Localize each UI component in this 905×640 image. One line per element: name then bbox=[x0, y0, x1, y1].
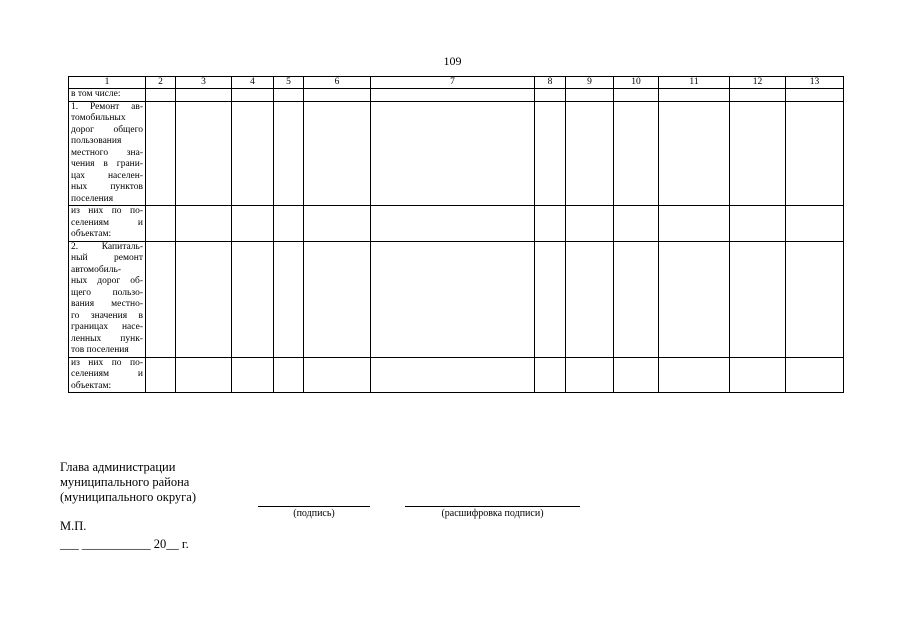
table-cell bbox=[730, 101, 786, 206]
table-cell bbox=[659, 101, 730, 206]
column-header: 8 bbox=[535, 77, 566, 89]
table-cell bbox=[371, 101, 535, 206]
row-label-line: объектам: bbox=[71, 229, 112, 239]
decoding-line bbox=[405, 506, 580, 507]
table-cell bbox=[232, 101, 274, 206]
table-cell bbox=[371, 89, 535, 102]
signature-line bbox=[258, 506, 370, 507]
row-label-line: селениям и bbox=[71, 217, 143, 228]
table-cell bbox=[535, 206, 566, 242]
table-cell bbox=[535, 101, 566, 206]
row-label-line: местного зна- bbox=[71, 147, 143, 158]
column-header: 7 bbox=[371, 77, 535, 89]
row-label bbox=[69, 206, 146, 242]
row-label-line: цах населен- bbox=[71, 170, 143, 181]
row-label-line: пользования bbox=[71, 136, 122, 146]
table-cell bbox=[371, 357, 535, 393]
table-cell bbox=[232, 206, 274, 242]
table-cell bbox=[146, 357, 176, 393]
table-cell bbox=[614, 241, 659, 357]
table-cell bbox=[566, 241, 614, 357]
row-label-line: ный ремонт bbox=[71, 253, 143, 263]
table-cell bbox=[659, 206, 730, 242]
table-cell bbox=[730, 241, 786, 357]
row-label bbox=[69, 357, 146, 393]
column-header: 11 bbox=[659, 77, 730, 89]
head-title bbox=[60, 460, 196, 505]
column-header: 13 bbox=[786, 77, 844, 89]
row-label-line: объектам: bbox=[71, 380, 112, 391]
table-cell bbox=[786, 101, 844, 206]
row-label-line: из них по по- bbox=[71, 357, 143, 368]
stamp-label: М.П. bbox=[60, 519, 87, 533]
table-cell bbox=[535, 357, 566, 393]
table-row bbox=[69, 357, 844, 393]
row-label-line: ных дорог об- bbox=[71, 276, 143, 286]
row-label-line: 2. Капиталь- bbox=[71, 241, 143, 252]
row-label-line: автомобиль- bbox=[71, 264, 121, 275]
table-cell bbox=[786, 357, 844, 393]
row-label bbox=[69, 241, 146, 357]
table-cell bbox=[786, 241, 844, 357]
table-cell bbox=[535, 89, 566, 102]
table-cell bbox=[659, 241, 730, 357]
table-cell bbox=[614, 357, 659, 393]
table-cell bbox=[371, 206, 535, 242]
row-label-line: ленных пунк- bbox=[71, 333, 143, 344]
table-row bbox=[69, 101, 844, 206]
table-cell bbox=[730, 89, 786, 102]
table-cell bbox=[535, 241, 566, 357]
column-header: 1 bbox=[69, 77, 146, 89]
table-cell bbox=[566, 357, 614, 393]
table-cell bbox=[176, 241, 232, 357]
column-header: 3 bbox=[176, 77, 232, 89]
head-title-line-2: муниципального района bbox=[60, 475, 190, 489]
column-header: 12 bbox=[730, 77, 786, 89]
decoding-caption: (расшифровка подписи) bbox=[441, 508, 544, 519]
table-cell bbox=[232, 241, 274, 357]
table-cell bbox=[274, 241, 304, 357]
table-cell bbox=[274, 89, 304, 102]
row-label-line: 1. Ремонт ав- bbox=[71, 101, 143, 112]
table-row bbox=[69, 206, 844, 242]
report-table bbox=[68, 76, 844, 393]
row-label-line: тов поселения bbox=[71, 345, 129, 355]
table-cell bbox=[614, 89, 659, 102]
table-cell bbox=[786, 89, 844, 102]
row-label bbox=[69, 101, 146, 206]
row-label-line: го значения в bbox=[71, 310, 143, 321]
table-row bbox=[69, 241, 844, 357]
date-line: ___ ___________ 20__ г. bbox=[60, 537, 189, 551]
table-header-row bbox=[69, 77, 844, 89]
column-header: 6 bbox=[304, 77, 371, 89]
row-label-line: из них по по- bbox=[71, 206, 143, 216]
table-cell bbox=[566, 206, 614, 242]
row-label-line: селениям и bbox=[71, 369, 143, 379]
table-cell bbox=[566, 89, 614, 102]
table-cell bbox=[614, 206, 659, 242]
table-cell bbox=[566, 101, 614, 206]
table-cell bbox=[176, 89, 232, 102]
table-cell bbox=[274, 101, 304, 206]
table-cell bbox=[146, 206, 176, 242]
table-cell bbox=[304, 357, 371, 393]
head-title-line-3: (муниципального округа) bbox=[60, 490, 196, 504]
row-label-line: ных пунктов bbox=[71, 182, 143, 192]
table-cell bbox=[730, 357, 786, 393]
table-cell bbox=[614, 101, 659, 206]
row-label-line: в том числе: bbox=[71, 89, 121, 99]
row-label-line: дорог общего bbox=[71, 124, 143, 135]
table-cell bbox=[146, 89, 176, 102]
table-cell bbox=[232, 89, 274, 102]
table-cell bbox=[176, 101, 232, 206]
column-header: 9 bbox=[566, 77, 614, 89]
table-cell bbox=[176, 357, 232, 393]
row-label-line: чения в грани- bbox=[71, 159, 143, 169]
table-cell bbox=[146, 101, 176, 206]
page-number: 109 bbox=[443, 54, 462, 68]
table-cell bbox=[371, 241, 535, 357]
table-cell bbox=[232, 357, 274, 393]
row-label-line: поселения bbox=[71, 193, 114, 204]
table-cell bbox=[176, 206, 232, 242]
table-cell bbox=[146, 241, 176, 357]
column-header: 10 bbox=[614, 77, 659, 89]
row-label-line: щего пользо- bbox=[71, 287, 143, 298]
head-title-line-1: Глава администрации bbox=[60, 460, 176, 474]
column-header: 2 bbox=[146, 77, 176, 89]
table-cell bbox=[304, 206, 371, 242]
row-label bbox=[69, 89, 146, 102]
table-cell bbox=[304, 89, 371, 102]
row-label-line: границах насе- bbox=[71, 322, 143, 332]
table-cell bbox=[730, 206, 786, 242]
table-cell bbox=[659, 89, 730, 102]
table-cell bbox=[274, 206, 304, 242]
row-label-line: томобильных bbox=[71, 113, 126, 123]
table-cell bbox=[304, 241, 371, 357]
row-label-line: вания местно- bbox=[71, 299, 143, 309]
table-cell bbox=[304, 101, 371, 206]
table-cell bbox=[659, 357, 730, 393]
signature-caption: (подпись) bbox=[293, 508, 335, 519]
table-row bbox=[69, 89, 844, 102]
column-header: 5 bbox=[274, 77, 304, 89]
table-cell bbox=[274, 357, 304, 393]
table-cell bbox=[786, 206, 844, 242]
column-header: 4 bbox=[232, 77, 274, 89]
